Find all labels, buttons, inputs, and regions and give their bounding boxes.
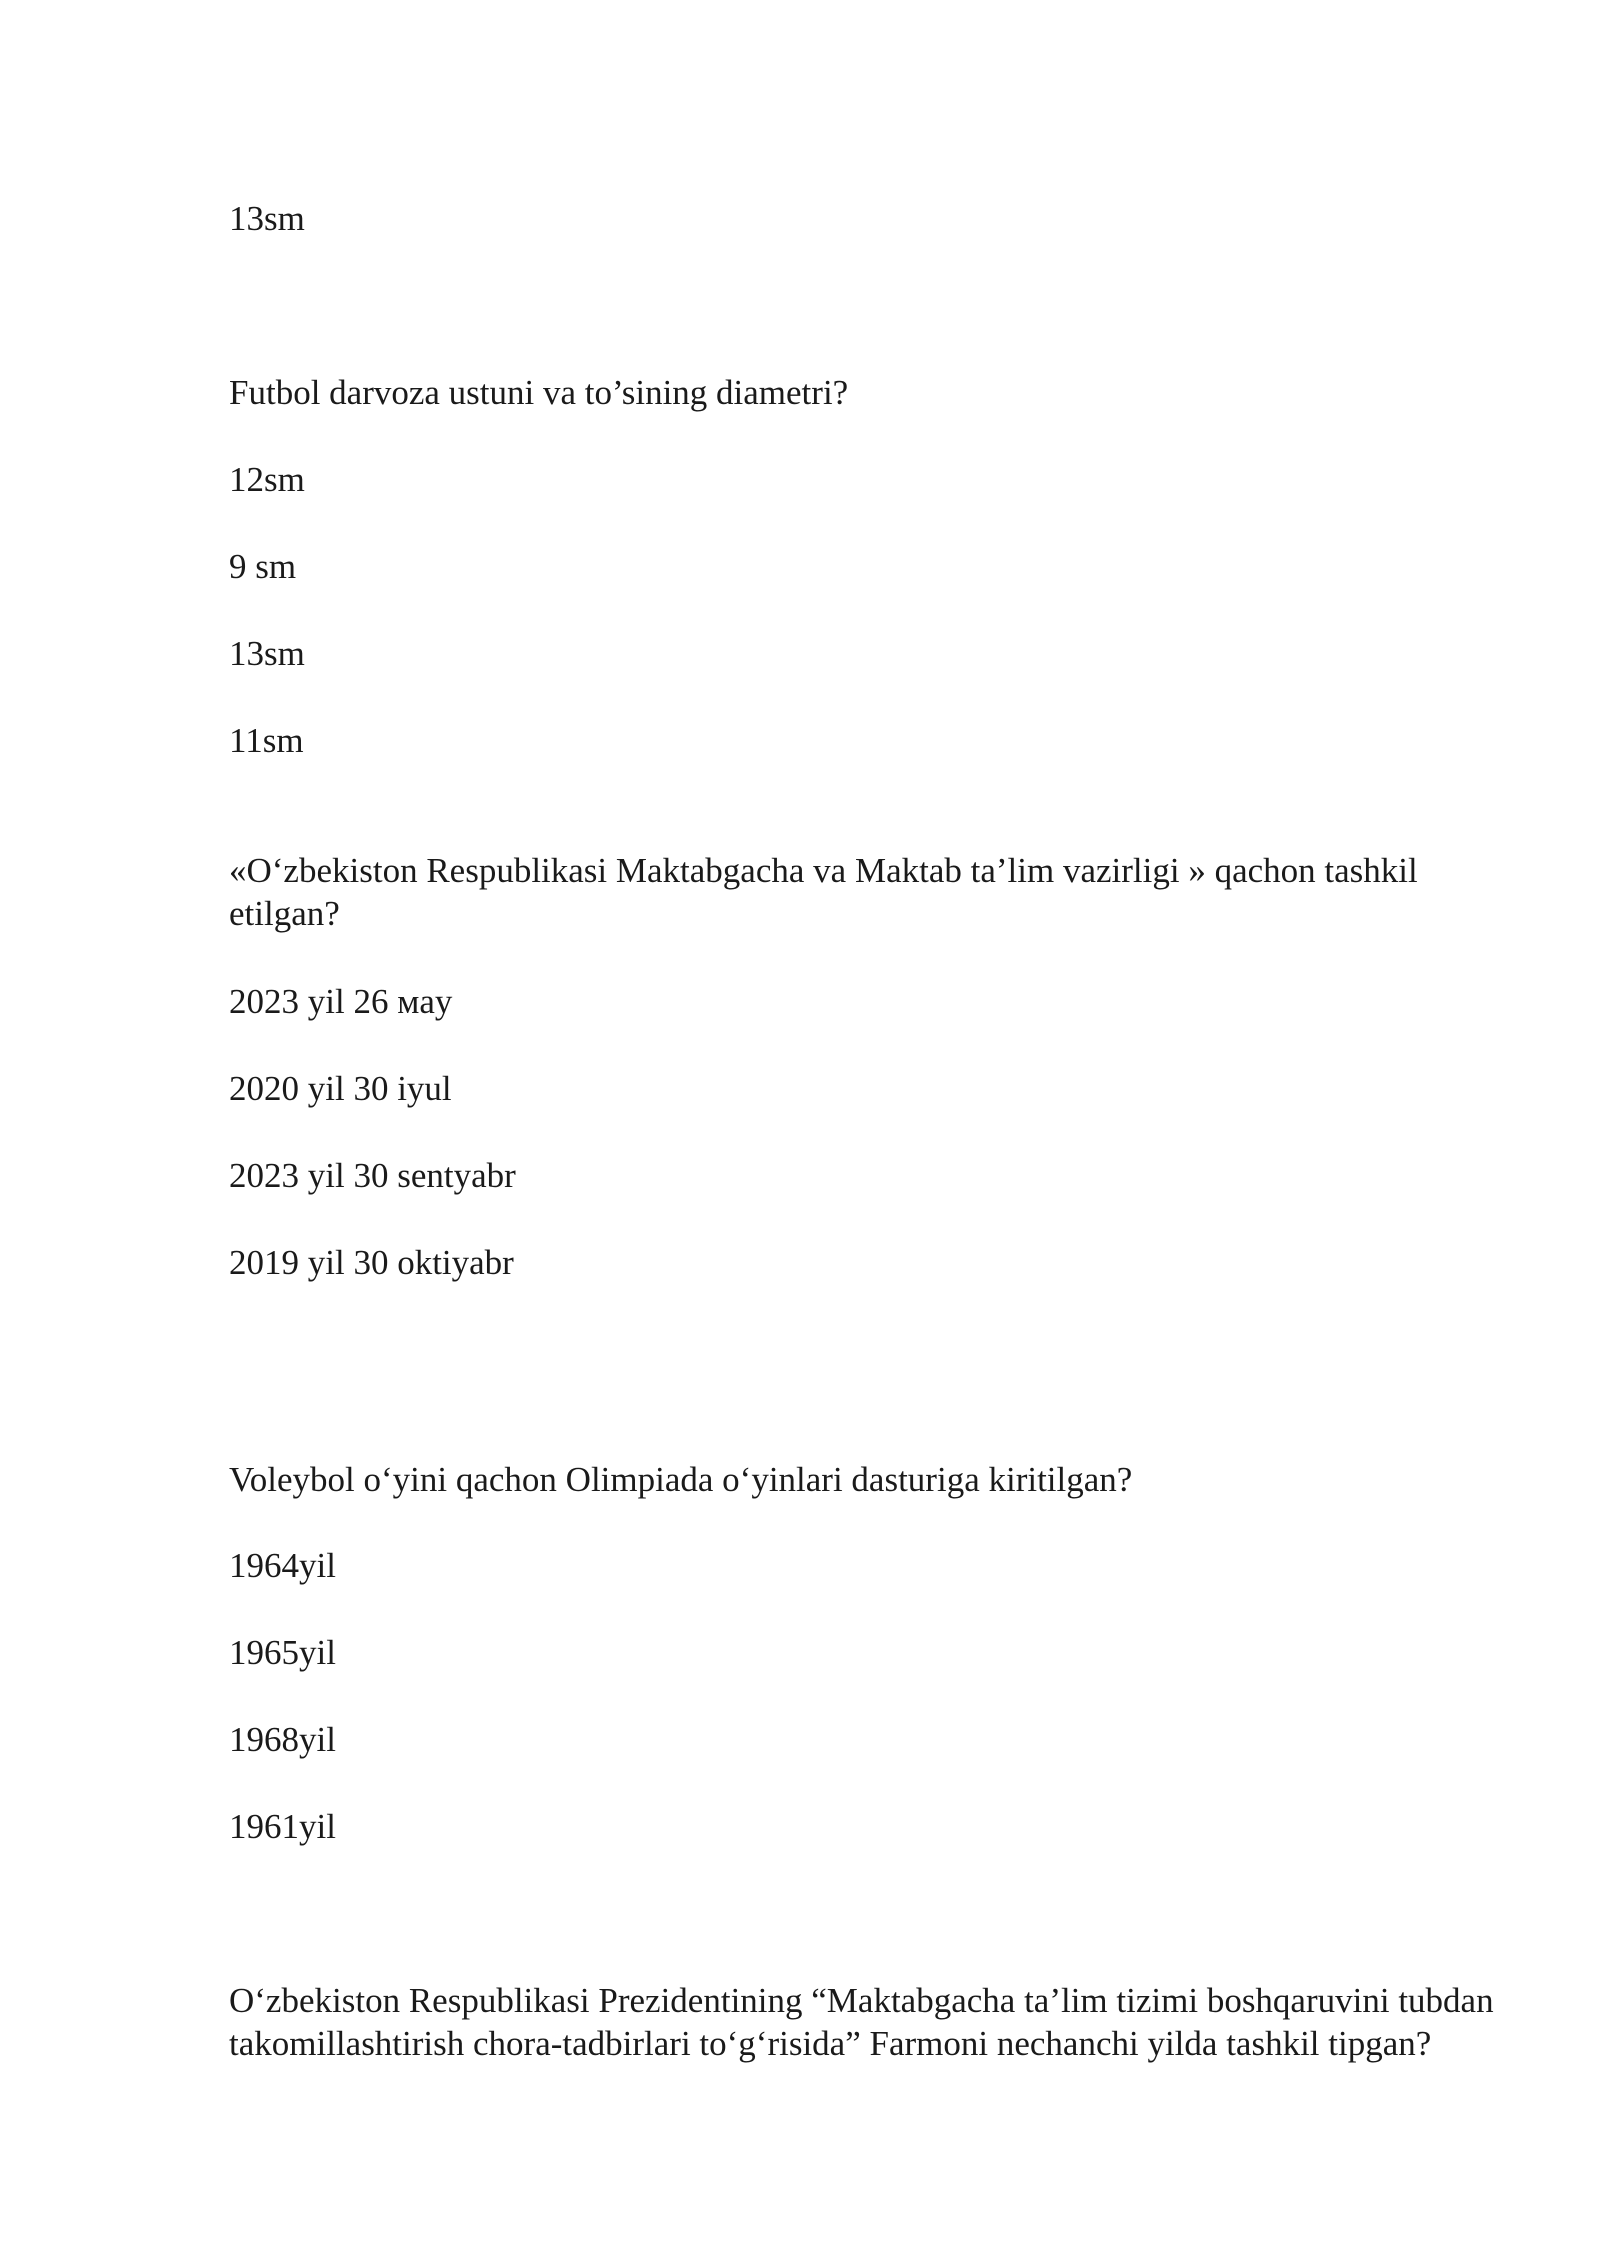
answer-option: 13sm <box>229 634 305 673</box>
answer-option: 2023 yil 30 sentyabr <box>229 1156 516 1195</box>
answer-option: 2019 yil 30 oktiyabr <box>229 1243 514 1282</box>
question-text: Oʻzbekiston Respublikasi Prezidentining “Maktabgacha ta’lim tizimi boshqaruvini tubdan takomillashtirish chora-tadbirlari toʻgʻrisida” Farmoni nechanchi yilda tashkil tipgan? <box>229 1981 1494 2063</box>
answer-option: 1964yil <box>229 1546 336 1585</box>
answer-option: 2020 yil 30 iyul <box>229 1069 452 1108</box>
answer-option: 12sm <box>229 460 305 499</box>
question-text: «Oʻzbekiston Respublikasi Maktabgacha va Maktab ta’lim vazirligi » qachon tashkil etilgan? <box>229 851 1418 933</box>
question-text: Voleybol oʻyini qachon Olimpiada oʻyinlari dasturiga kiritilgan? <box>229 1460 1133 1499</box>
document-page <box>229 0 1499 2262</box>
answer-option: 1965yil <box>229 1633 336 1672</box>
answer-option: 1968yil <box>229 1720 336 1759</box>
answer-option: 9 sm <box>229 547 297 586</box>
answer-option: 1961yil <box>229 1807 336 1846</box>
answer-option: 13sm <box>229 199 305 238</box>
answer-option: 11sm <box>229 721 304 760</box>
question-text: Futbol darvoza ustuni va to’sining diametri? <box>229 373 849 412</box>
answer-option: 2023 yil 26 мay <box>229 982 453 1021</box>
